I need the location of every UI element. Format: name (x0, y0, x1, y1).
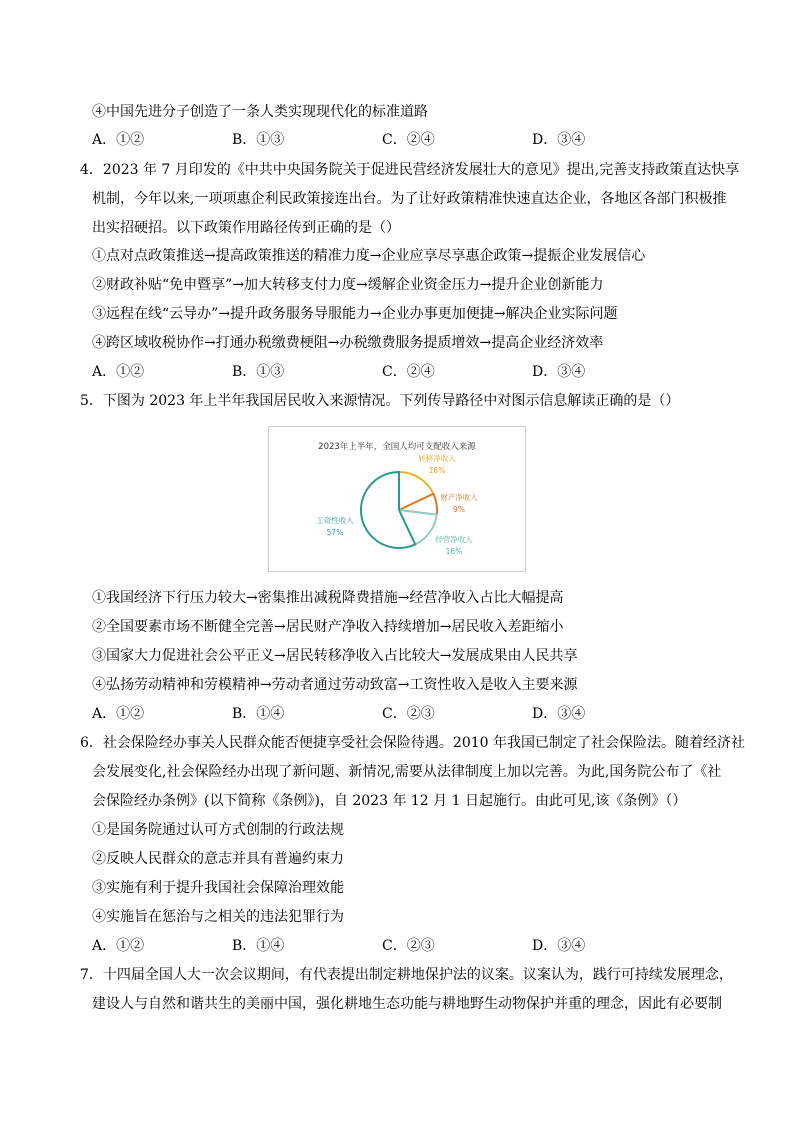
q5-item-4: ④弘扬劳动精神和劳模精神→劳动者通过劳动致富→工资性收入是收入主要来源 (92, 677, 578, 693)
q5-stem: 5．下图为 2023 年上半年我国居民收入来源情况。下列传导路径中对图示信息解读正确的是（） (80, 393, 680, 409)
pie-value-label-3: 16% (445, 547, 463, 556)
q6-item-2: ②反映人民群众的意志并具有普遍约束力 (92, 851, 344, 867)
pie-value-label-1: 18% (428, 466, 446, 475)
q7-stem-line-2: 建设人与自然和谐共生的美丽中国，强化耕地生态功能与耕地野生动物保护并重的理念，因此有必要制 (92, 996, 722, 1012)
q3-option-c: C．②④ (382, 132, 435, 148)
pie-label-1: 转移净收入 (418, 454, 456, 463)
q3-option-b: B．①③ (232, 132, 285, 148)
pie-value-label-2: 9% (453, 505, 465, 514)
q4-stem-line-2: 机制，今年以来,一项项惠企利民政策接连出台。为了让好政策精准快速直达企业，各地区各部门积极推 (92, 191, 727, 207)
q3-options (92, 130, 712, 150)
q6-option-c: C．②③ (382, 938, 435, 954)
q4-stem-line-1: 4．2023 年 7 月印发的《中共中央国务院关于促进民营经济发展壮大的意见》提出,完善支持政策直达快享 (80, 162, 740, 178)
q6-stem-line-3: 会保险经办条例》(以下简称《条例》)，自 2023 年 12 月 1 日起施行。由此可见,该《条例》（） (92, 793, 687, 809)
q7-stem-line-1: 7．十四届全国人大一次会议期间，有代表提出制定耕地保护法的议案。议案认为，践行可持续发展理念， (80, 967, 733, 983)
q3-item-4: ④中国先进分子创造了一条人类实现现代化的标准道路 (92, 104, 428, 120)
q5-item-1: ①我国经济下行压力较大→密集推出减税降费措施→经营净收入占比大幅提高 (92, 590, 564, 606)
q5-option-a: A．①② (92, 706, 145, 722)
q6-option-b: B．①④ (232, 938, 285, 954)
q5-option-b: B．①④ (232, 706, 285, 722)
income-source-pie-chart (268, 426, 526, 572)
q5-item-2: ②全国要素市场不断健全完善→居民财产净收入持续增加→居民收入差距缩小 (92, 619, 564, 635)
pie-label-4: 工资性收入 (316, 516, 354, 525)
q4-option-a: A．①② (92, 364, 145, 380)
q6-item-1: ①是国务院通过认可方式创制的行政法规 (92, 822, 344, 838)
q4-item-4: ④跨区域收税协作→打通办税缴费梗阻→办税缴费服务提质增效→提高企业经济效率 (92, 335, 604, 351)
q6-option-d: D．③④ (532, 938, 586, 954)
q5-options (92, 704, 712, 724)
q6-item-4: ④实施旨在惩治与之相关的违法犯罪行为 (92, 909, 344, 925)
q6-option-a: A．①② (92, 938, 145, 954)
pie-label-2: 财产净收入 (440, 493, 478, 502)
q3-option-d: D．③④ (532, 132, 586, 148)
q6-stem-line-2: 会发展变化,社会保险经办出现了新问题、新情况,需要从法律制度上加以完善。为此,国务院公布了《社 (92, 764, 722, 780)
q4-options (92, 362, 712, 382)
pie-chart-svg (269, 427, 525, 571)
q6-item-3: ③实施有利于提升我国社会保障治理效能 (92, 880, 344, 896)
q5-option-c: C．②③ (382, 706, 435, 722)
q4-option-d: D．③④ (532, 364, 586, 380)
pie-label-3: 经营净收入 (435, 535, 473, 544)
q4-item-3: ③远程在线“云导办”→提升政务服务导服能力→企业办事更加便捷→解决企业实际问题 (92, 306, 618, 322)
q4-stem-line-3: 出实招硬招。以下政策作用路径传到正确的是（） (92, 220, 400, 236)
q6-stem-line-1: 6．社会保险经办事关人民群众能否便捷享受社会保险待遇。2010 年我国已制定了社会保险法。随着经济社 (80, 735, 745, 751)
chart-title: 2023年上半年，全国人均可支配收入来源 (318, 442, 476, 452)
q5-option-d: D．③④ (532, 706, 586, 722)
q4-option-b: B．①③ (232, 364, 285, 380)
q5-item-3: ③国家大力促进社会公平正义→居民转移净收入占比较大→发展成果由人民共享 (92, 648, 578, 664)
q4-item-1: ①点对点政策推送→提高政策推送的精准力度→企业应享尽享惠企政策→提振企业发展信心 (92, 248, 646, 264)
q6-options (92, 936, 712, 956)
q4-item-2: ②财政补贴“免申暨享”→加大转移支付力度→缓解企业资金压力→提升企业创新能力 (92, 277, 604, 293)
q4-option-c: C．②④ (382, 364, 435, 380)
pie-value-label-4: 57% (326, 528, 344, 537)
q3-option-a: A．①② (92, 132, 145, 148)
